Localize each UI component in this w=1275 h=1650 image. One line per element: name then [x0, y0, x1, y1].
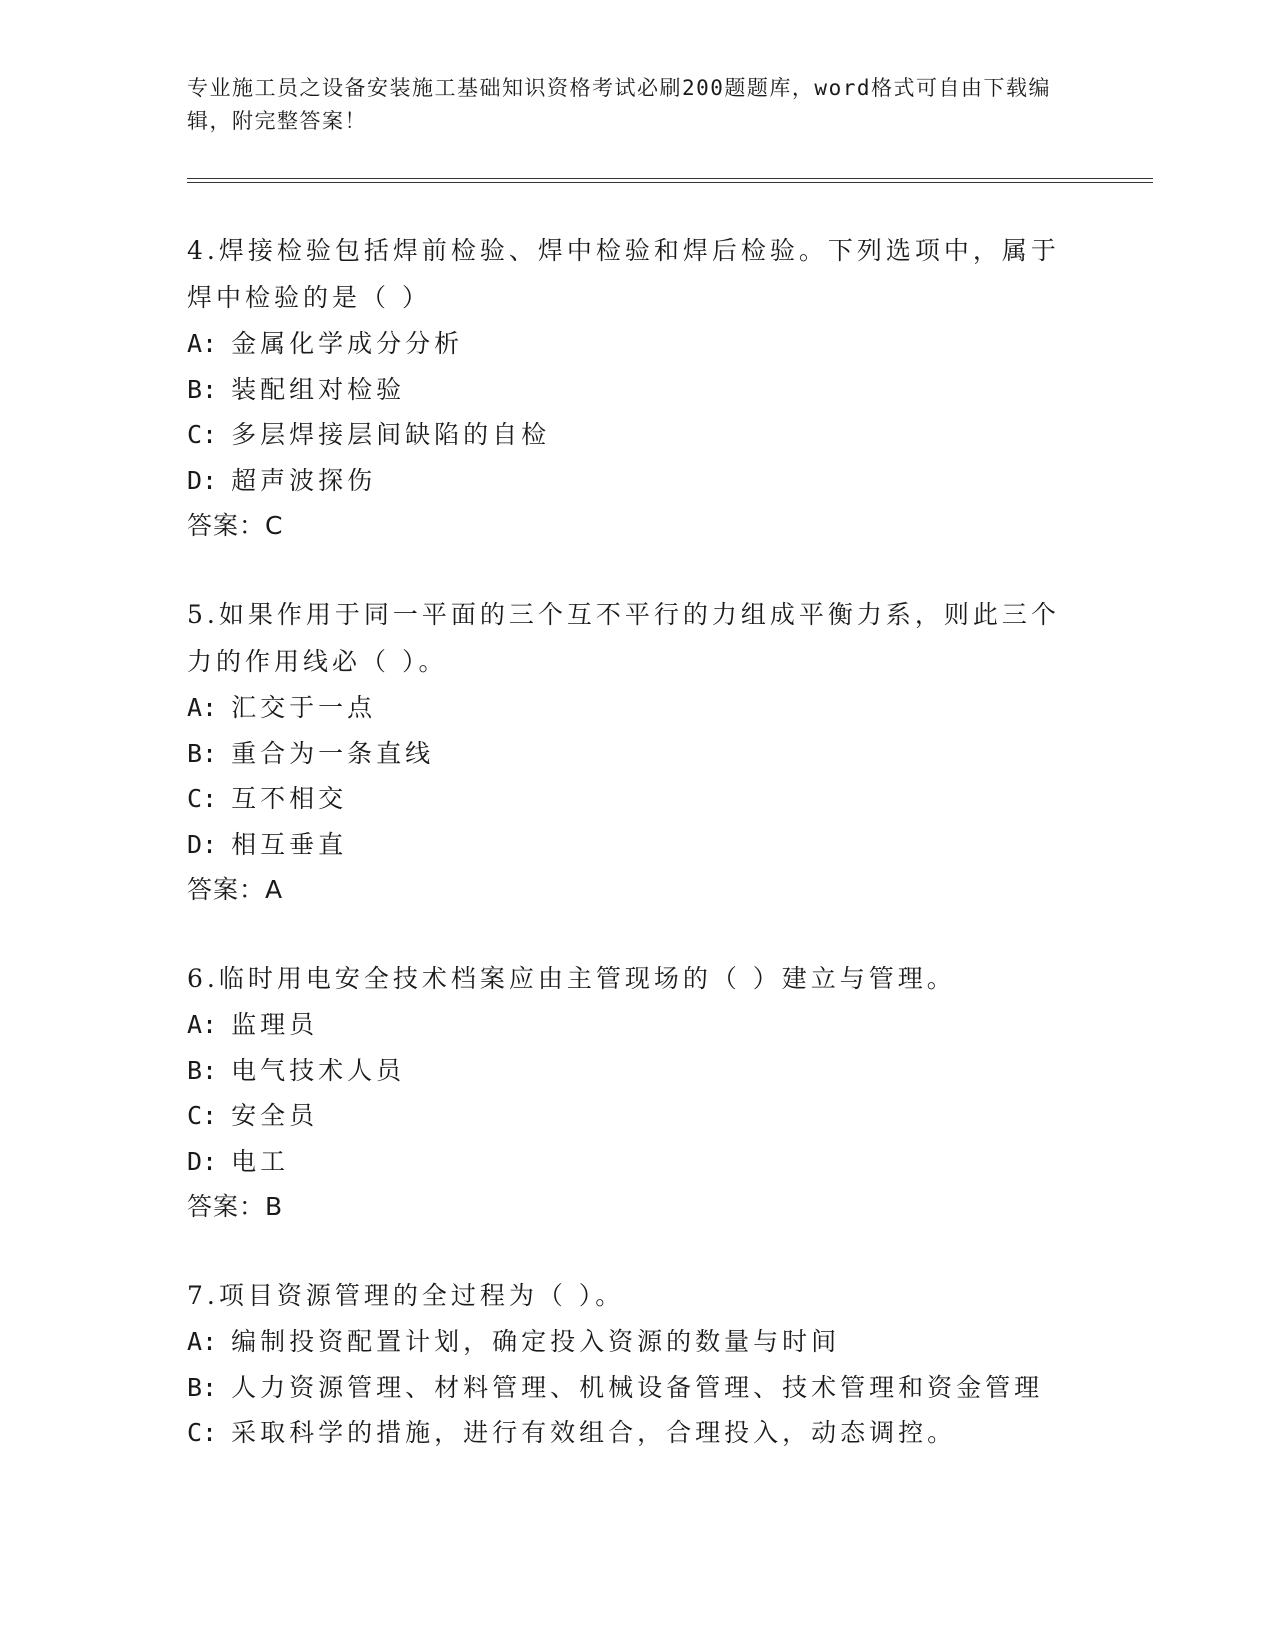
option-text: 监理员: [231, 1010, 319, 1039]
option-text: 编制投资配置计划，确定投入资源的数量与时间: [231, 1327, 841, 1356]
option-key: A:: [187, 1010, 218, 1039]
option-text: 多层焊接层间缺陷的自检: [231, 420, 551, 449]
option-b: [187, 731, 1087, 777]
option-key: C:: [187, 1418, 218, 1447]
option-text: 超声波探伤: [231, 465, 377, 495]
option-key: A:: [187, 329, 218, 358]
option-key: D:: [187, 465, 218, 495]
option-key: B:: [187, 738, 218, 768]
option-d: [187, 1139, 1087, 1185]
question-spacer: [187, 549, 1087, 591]
option-c: [187, 1093, 1087, 1139]
option-key: C:: [187, 1101, 218, 1130]
question-spacer: [187, 1230, 1087, 1272]
option-a: [187, 685, 1087, 731]
option-text: 电气技术人员: [231, 1055, 406, 1085]
option-text: 互不相交: [231, 784, 348, 813]
answer-line: 答案：B: [187, 1192, 284, 1221]
question-6: [187, 955, 1087, 1230]
option-c: [187, 412, 1087, 458]
option-b: [187, 1365, 1087, 1411]
answer-line: 答案：C: [187, 511, 284, 540]
question-4: [187, 227, 1087, 549]
question-text: 6.临时用电安全技术档案应由主管现场的（ ）建立与管理。: [187, 964, 956, 993]
option-d: [187, 458, 1087, 504]
header-divider-top: [187, 178, 1153, 179]
header-divider-bottom: [187, 182, 1153, 183]
question-text: 4.焊接检验包括焊前检验、焊中检验和焊后检验。下列选项中，属于焊中检验的是（ ）: [187, 236, 1060, 312]
option-text: 金属化学成分分析: [231, 329, 464, 358]
option-text: 安全员: [231, 1101, 319, 1130]
option-text: 汇交于一点: [231, 693, 377, 722]
answer-line: 答案：A: [187, 875, 284, 904]
option-a: [187, 321, 1087, 367]
question-spacer: [187, 913, 1087, 955]
option-key: A:: [187, 693, 218, 722]
option-c: [187, 776, 1087, 822]
option-text: 采取科学的措施，进行有效组合，合理投入，动态调控。: [231, 1418, 957, 1447]
option-d: [187, 822, 1087, 868]
option-b: [187, 367, 1087, 413]
question-5: [187, 591, 1087, 913]
option-text: 人力资源管理、材料管理、机械设备管理、技术管理和资金管理: [231, 1372, 1044, 1402]
option-key: B:: [187, 1055, 218, 1085]
question-text: 7.项目资源管理的全过程为（ ）。: [187, 1281, 625, 1310]
option-text: 相互垂直: [231, 829, 348, 859]
question-7: [187, 1272, 1087, 1456]
option-text: 电工: [231, 1146, 290, 1176]
option-a: [187, 1002, 1087, 1048]
option-text: 重合为一条直线: [231, 738, 435, 768]
question-list: [187, 227, 1087, 1456]
option-c: [187, 1410, 1087, 1456]
document-header-intro: 专业施工员之设备安装施工基础知识资格考试必刷200题题库，word格式可自由下载编辑，附完整答案！: [187, 76, 1051, 133]
option-key: A:: [187, 1327, 218, 1356]
option-key: B:: [187, 1372, 218, 1402]
question-text: 5.如果作用于同一平面的三个互不平行的力组成平衡力系，则此三个力的作用线必（ ）。: [187, 600, 1060, 676]
option-a: [187, 1319, 1087, 1365]
option-key: D:: [187, 829, 218, 859]
option-text: 装配组对检验: [231, 374, 406, 404]
option-key: B:: [187, 374, 218, 404]
option-key: C:: [187, 784, 218, 813]
option-key: C:: [187, 420, 218, 449]
option-key: D:: [187, 1146, 218, 1176]
option-b: [187, 1048, 1087, 1094]
